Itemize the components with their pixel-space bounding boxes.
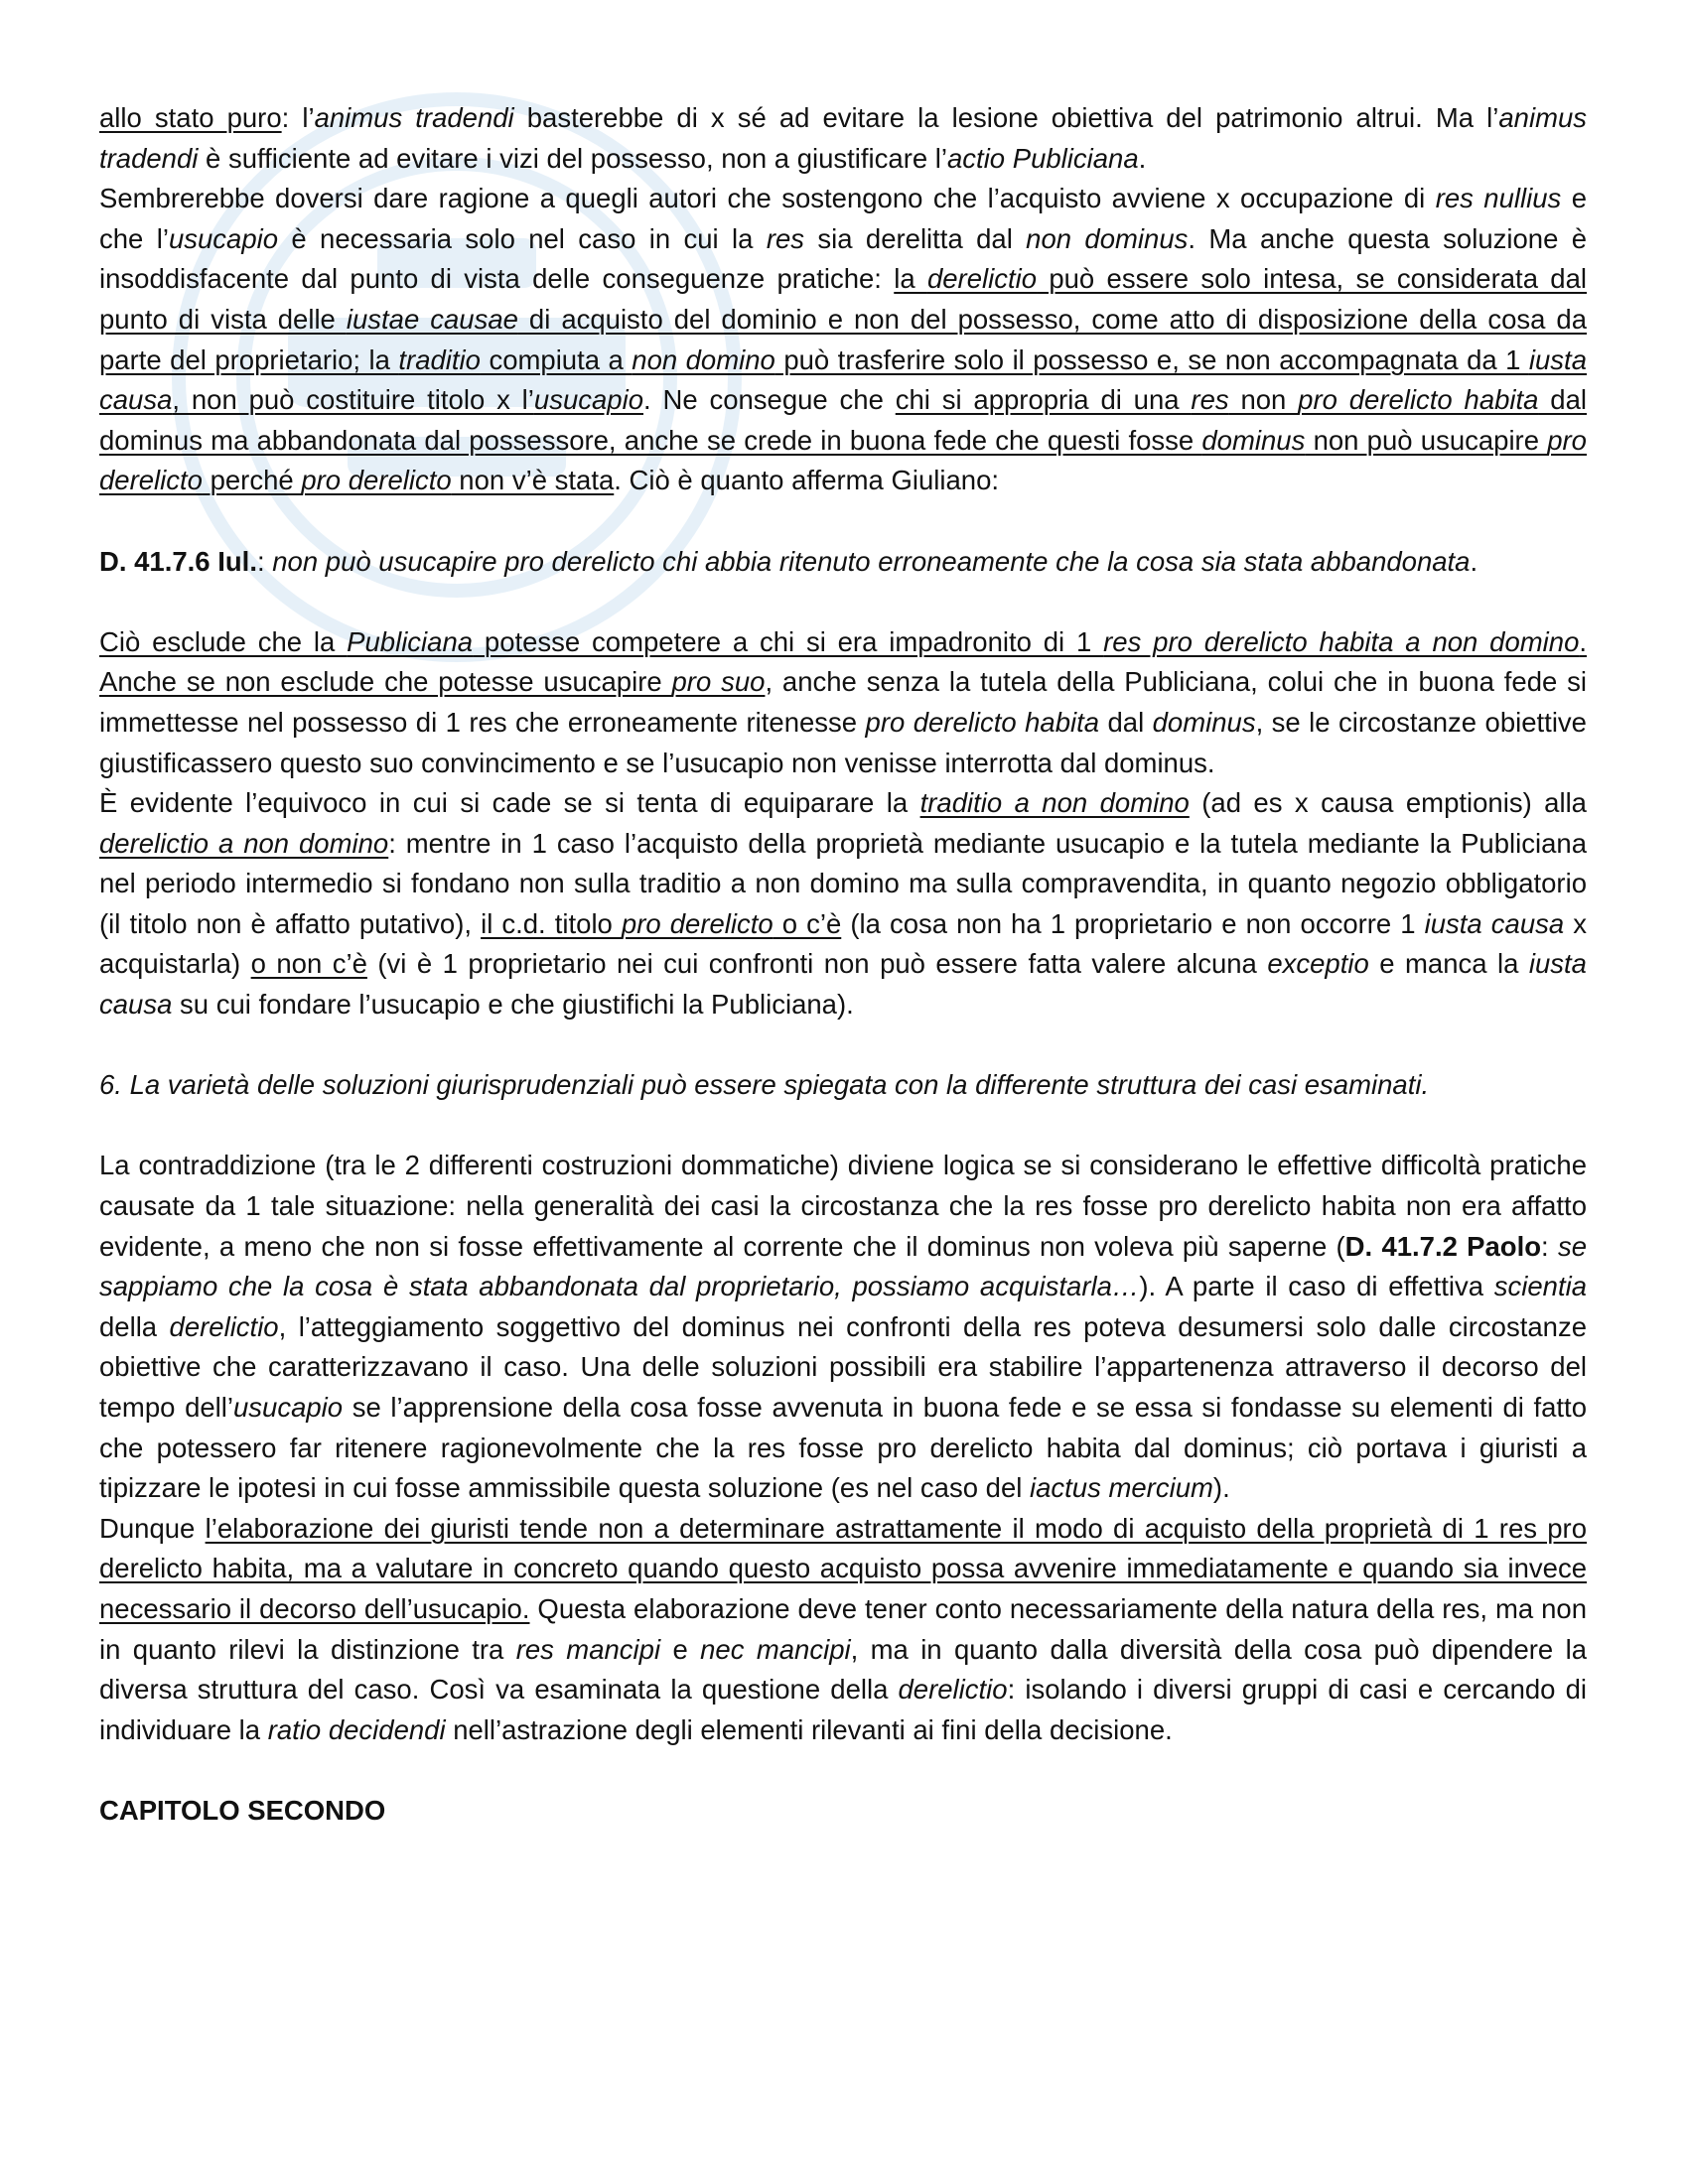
text-segment: 6. La varietà delle soluzioni giurisprudenziali può essere spiegata con la differente struttura dei casi esaminati.	[99, 1069, 1430, 1101]
text-segment: res	[766, 222, 805, 254]
text-segment: res nullius	[1435, 183, 1562, 214]
text-segment: (vi è 1 proprietario nei cui confronti non può essere fatta valere alcuna	[366, 948, 1268, 980]
text-segment: res mancipi	[515, 1633, 661, 1665]
text-segment: Ciò esclude che la	[99, 625, 348, 657]
text-segment: pro derelicto	[99, 424, 1587, 496]
text-segment: : mentre in 1 caso l’acquisto della proprietà mediante usucapio e la tutela mediante la Publiciana nel periodo intermedio si fondano non sulla traditio a non domino ma sulla compravendita, in quanto negozio obbligatorio (il titolo non è affatto putativo),	[99, 827, 1587, 939]
text-segment: è necessaria solo nel caso in cui la	[278, 222, 767, 254]
text-segment: la	[894, 263, 927, 295]
text-segment: animus tradendi	[99, 102, 1588, 174]
text-segment: Publiciana	[347, 625, 474, 657]
paragraph	[99, 1509, 1587, 1751]
text-segment: compiuta a	[480, 343, 633, 375]
text-segment: non può usucapire	[1305, 424, 1548, 456]
document-body	[99, 98, 1587, 1832]
text-segment: . Ma anche questa soluzione è insoddisfacente dal punto di vista delle conseguenze pratiche:	[99, 222, 1588, 295]
text-segment: Questa elaborazione deve tener conto necessariamente della natura della res, ma non in quanto rilevi la distinzione tra	[99, 1592, 1587, 1665]
text-segment: se l’apprensione della cosa fosse avvenuta in buona fede e se essa si fondasse su elementi di fatto che potessero far ritenere ragionevolmente che la res fosse pro derelicto habita dal dominus; ciò portava i giuristi a tipizzare le ipotesi in cui fosse ammissibile questa soluzione (es nel caso del	[99, 1392, 1587, 1504]
paragraph	[99, 98, 1587, 179]
text-segment: iactus mercium	[1030, 1472, 1213, 1504]
text-segment: derelictio	[898, 1674, 1008, 1706]
text-segment: scientia	[1493, 1271, 1587, 1302]
text-segment: . Ciò è quanto afferma Giuliano:	[614, 465, 1000, 496]
text-segment: traditio	[398, 343, 481, 375]
text-segment: derelictio	[169, 1310, 279, 1342]
text-segment: (ad es x causa emptionis) alla	[1189, 787, 1587, 819]
text-segment: .	[1138, 142, 1147, 174]
text-segment: . Anche se non esclude che potesse usucapire	[99, 625, 1587, 698]
text-segment: pro derelicto	[621, 907, 774, 939]
paragraph	[99, 783, 1587, 1025]
text-segment: La contraddizione (tra le 2 differenti costruzioni dommatiche) diviene logica se si considerano le effettive difficoltà pratiche causate da 1 tale situazione: nella generalità dei casi la circostanza che la res fosse pro derelicto habita non era affatto evidente, a meno che non si fosse effettivamente al corrente che il dominus non voleva più saperne (	[99, 1150, 1587, 1262]
paragraph	[99, 179, 1587, 501]
text-segment: , l’atteggiamento soggettivo del dominus nei confronti della res poteva desumersi solo dalle circostanze obiettive che caratterizzavano il caso. Una delle soluzioni possibili era stabilire l’appartenenza attraverso il decorso del tempo dell’	[99, 1310, 1587, 1423]
text-segment: res pro derelicto habita a non domino	[1103, 625, 1580, 657]
text-segment: , anche senza la tutela della Publiciana, colui che in buona fede si immettesse nel possesso di 1 res che erroneamente ritenesse	[99, 666, 1587, 738]
text-segment: potesse competere a chi si era impadronito di 1	[473, 625, 1104, 657]
text-segment: È evidente l’equivoco in cui si cade se si tenta di equiparare la	[99, 787, 920, 819]
text-segment: pro suo	[671, 666, 766, 698]
text-segment: , se le circostanze obiettive giustificassero questo suo convincimento e se l’usucapio non venisse interrotta dal dominus.	[99, 706, 1587, 778]
text-segment: usucapio	[233, 1392, 344, 1423]
text-segment: non	[1228, 384, 1299, 416]
text-segment: :	[1541, 1230, 1558, 1262]
text-segment: : l’	[281, 102, 315, 133]
text-segment: dominus	[1152, 706, 1256, 738]
text-segment: iusta causa	[1424, 907, 1565, 939]
text-segment: su cui fondare l’usucapio e che giustifichi la Publiciana).	[172, 989, 854, 1021]
section-heading	[99, 1065, 1587, 1106]
text-segment: pro derelicto habita	[865, 706, 1100, 738]
text-segment: Dunque	[99, 1512, 206, 1544]
text-segment: e manca la	[1368, 948, 1529, 980]
text-segment: ). A parte il caso di effettiva	[1139, 1271, 1494, 1302]
text-segment: derelictio a non domino	[99, 827, 389, 859]
text-segment: pro derelicto	[301, 465, 452, 496]
text-segment: derelictio	[926, 263, 1038, 295]
text-segment: se sappiamo che la cosa è stata abbandonata dal proprietario, possiamo acquistarla…	[99, 1230, 1588, 1302]
text-segment: x acquistarla)	[99, 907, 1588, 980]
text-segment: non domino	[632, 343, 775, 375]
text-segment: :	[256, 545, 273, 577]
text-segment: iusta causa	[99, 343, 1587, 416]
chapter-heading: CAPITOLO SECONDO	[99, 1794, 386, 1826]
text-segment: della	[99, 1310, 170, 1342]
text-segment: ratio decidendi	[267, 1713, 446, 1745]
text-segment: pro derelicto habita	[1298, 384, 1539, 416]
text-segment: iusta causa	[99, 948, 1587, 1021]
text-segment: è sufficiente ad evitare i vizi del possesso, non a giustificare l’	[198, 142, 948, 174]
text-segment: e che l’	[99, 183, 1587, 254]
text-segment: l’elaborazione dei giuristi tende non a determinare astrattamente il modo di acquisto della proprietà di 1 res pro derelicto habita, ma a valutare in concreto quando questo acquisto possa avvenire immediatamente e quando sia invece necessario il decorso dell’usucapio.	[99, 1512, 1587, 1624]
text-segment: perché	[202, 465, 302, 496]
text-segment: dal	[1099, 706, 1153, 738]
text-segment: , non può costituire titolo x l’	[172, 384, 534, 416]
text-segment: ).	[1212, 1472, 1230, 1504]
text-segment: usucapio	[168, 222, 279, 254]
text-segment: e	[660, 1633, 701, 1665]
paragraph	[99, 622, 1587, 783]
text-segment: traditio a non domino	[919, 787, 1190, 819]
text-segment: . Ne consegue che	[643, 384, 896, 416]
text-segment: (la cosa non ha 1 proprietario e non occorre 1	[841, 907, 1425, 939]
text-segment: animus tradendi	[314, 102, 514, 133]
paragraph	[99, 1146, 1587, 1508]
text-segment: dominus	[1201, 424, 1306, 456]
text-segment: il c.d. titolo	[481, 907, 622, 939]
text-segment: di acquisto del dominio e non del possesso, come atto di disposizione della cosa da parte del proprietario; la	[99, 303, 1588, 375]
text-segment: actio Publiciana	[947, 142, 1139, 174]
text-segment: .	[1470, 545, 1478, 577]
text-segment: nell’astrazione degli elementi rilevanti ai fini della decisione.	[445, 1713, 1173, 1745]
citation-reference: D. 41.7.6 Iul.	[99, 545, 257, 577]
text-segment: res	[1191, 384, 1229, 416]
text-segment: usucapio	[533, 384, 643, 416]
text-segment: può essere solo intesa, se considerata dal punto di vista delle	[99, 263, 1587, 335]
text-segment: , ma in quanto dalla diversità della cosa può dipendere la diversa struttura del caso. Così va esaminata la questione della	[99, 1633, 1588, 1706]
text-segment: nec mancipi	[700, 1633, 851, 1665]
text-segment: : isolando i diversi gruppi di casi e cercando di individuare la	[99, 1674, 1588, 1745]
text-segment: iustae causae	[346, 303, 518, 335]
text-segment: non dominus	[1026, 222, 1189, 254]
text-segment: o c’è	[773, 907, 842, 939]
text-segment: chi si appropria di una	[895, 384, 1192, 416]
text-segment: o non c’è	[250, 948, 367, 980]
text-segment: non può usucapire pro derelicto chi abbia ritenuto erroneamente che la cosa sia stata abbandonata	[272, 545, 1471, 577]
text-segment: allo stato puro	[99, 102, 282, 133]
text-segment: non v’è stata	[451, 465, 615, 496]
text-segment: può trasferire solo il possesso e, se non accompagnata da 1	[774, 343, 1529, 375]
text-segment: basterebbe di x sé ad evitare la lesione obiettiva del patrimonio altrui. Ma l’	[513, 102, 1499, 133]
text-segment: Sembrerebbe doversi dare ragione a quegli autori che sostengono che l’acquisto avviene x occupazione di	[99, 183, 1436, 214]
text-segment: exceptio	[1267, 948, 1369, 980]
citation-reference: D. 41.7.2 Paolo	[1344, 1230, 1542, 1262]
paragraph	[99, 542, 1587, 583]
text-segment: sia derelitta dal	[804, 222, 1027, 254]
text-segment: dal dominus ma abbandonata dal possessore, anche se crede in buona fede che questi fosse	[99, 384, 1588, 456]
